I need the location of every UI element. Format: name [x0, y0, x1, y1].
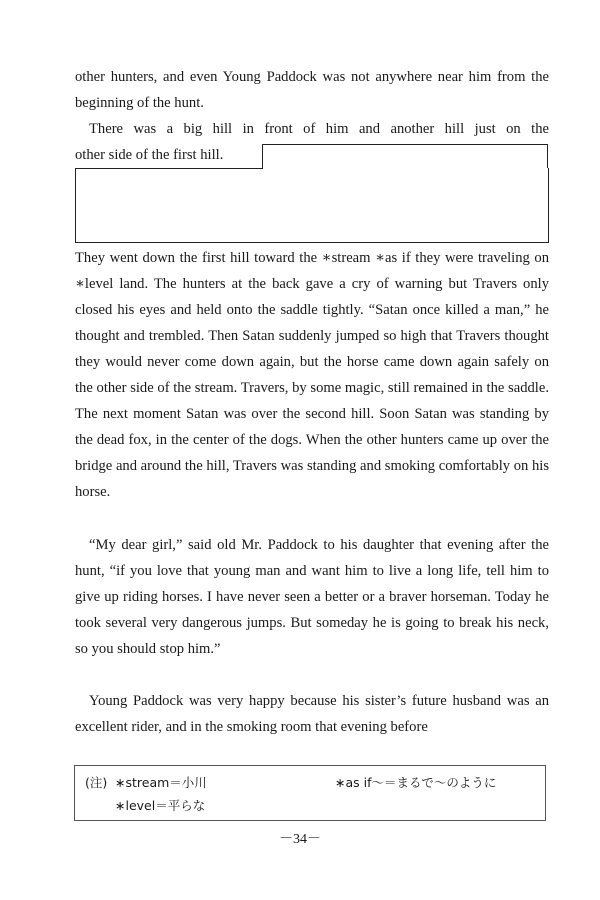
note-stream: ∗stream＝小川	[115, 775, 207, 790]
paragraph-hills-first-line: There was a big hill in front of him and another hill just on the	[89, 121, 549, 137]
page-number: －34－	[279, 832, 321, 847]
paragraph-young-paddock: Young Paddock was very happy because his sister’s future husband was an excellent rider, and in the smoking room that evening before	[75, 693, 549, 735]
answer-blank-box-edge	[75, 168, 263, 169]
note-as-if: ∗as if～＝まるで～のように	[335, 775, 497, 790]
vocabulary-notes-box	[74, 765, 546, 821]
paragraph-continuation: other hunters, and even Young Paddock was not anywhere near him from the beginning of the hunt.	[75, 69, 549, 111]
answer-blank-box-body[interactable]	[75, 168, 549, 243]
paragraph-hills-second-line: other side of the first hill.	[75, 147, 224, 163]
paragraph-mr-paddock: “My dear girl,” said old Mr. Paddock to his daughter that evening after the hunt, “if you love that young man and want him to live a long life, tell him to give up riding horses. I have never seen a better or a braver horseman. Today he took several very dangerous jumps. But someday he is going to break his neck, so you should stop him.”	[75, 537, 549, 657]
notes-label: (注)	[85, 775, 108, 790]
paragraph-stream: They went down the first hill toward the ∗stream ∗as if they were traveling on ∗level land. The hunters at the back gave a cry of warning but Travers only closed his eyes and held onto the saddle tightly. “Satan once killed a man,” he thought and trembled. Then Satan suddenly jumped so high that Travers thought they would never come down again, but the horse came down again safely on the other side of the stream. Travers, by some magic, still remained in the saddle. The next moment Satan was over the second hill. Soon Satan was standing by the dead fox, in the center of the dogs. When the other hunters came up over the bridge and around the hill, Travers was standing and smoking comfortably on his horse.	[75, 250, 549, 500]
answer-blank-box[interactable]	[262, 144, 548, 169]
note-level: ∗level＝平らな	[115, 798, 206, 813]
